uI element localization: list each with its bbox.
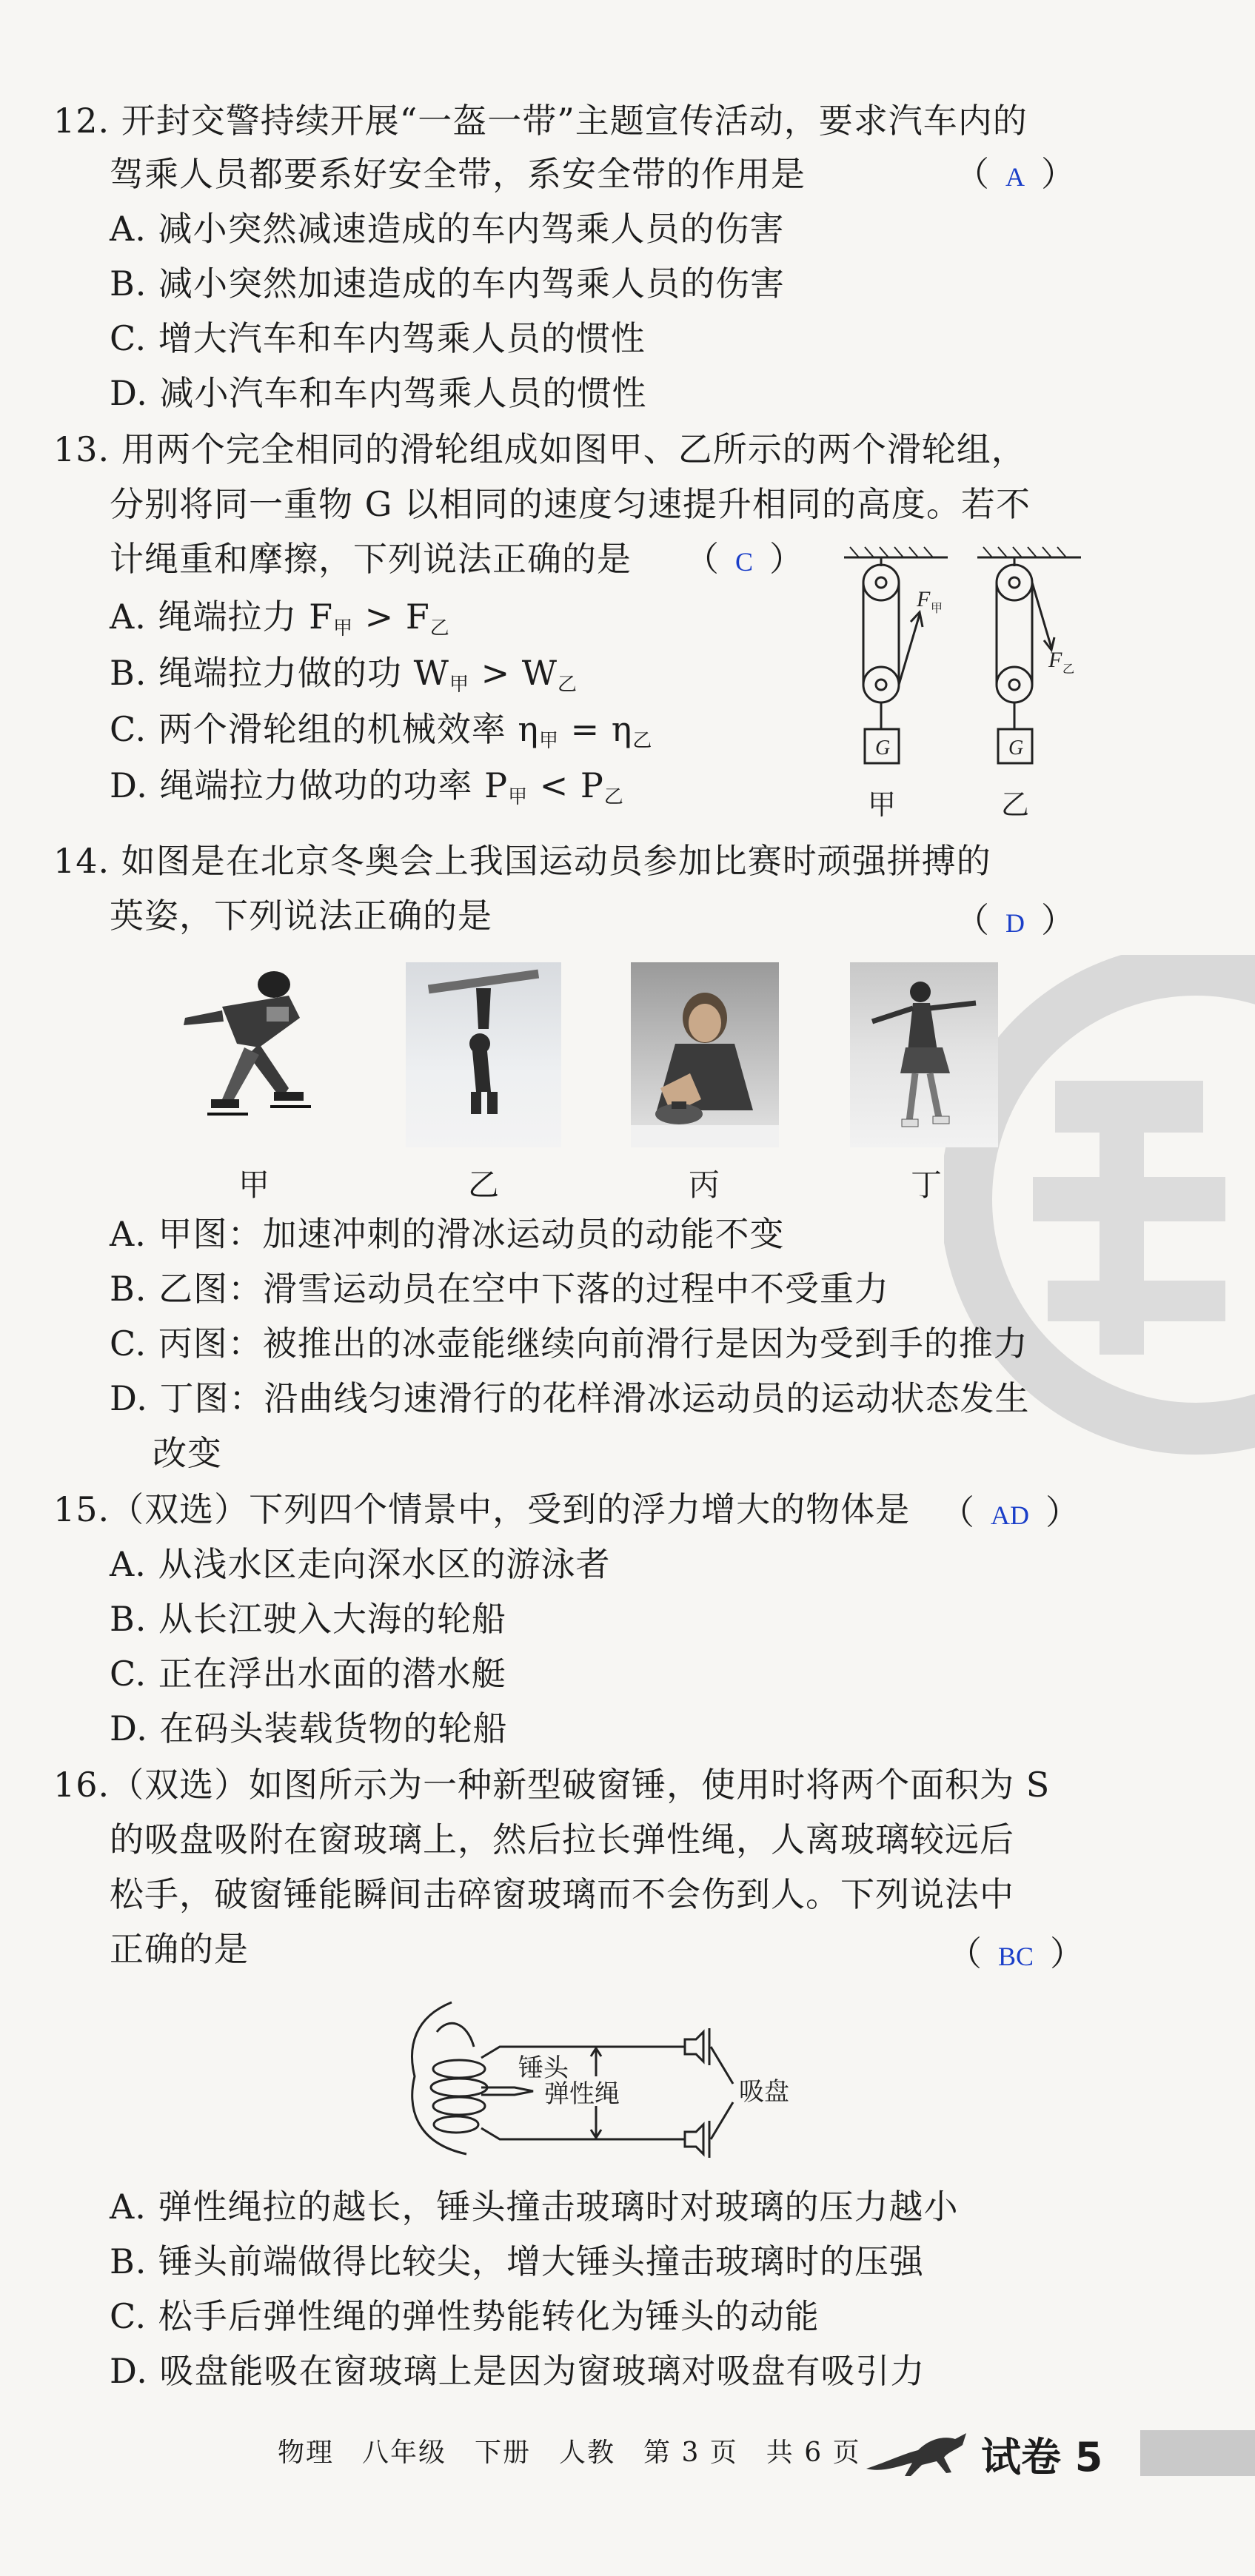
q16-line3: 松手，破窗锤能瞬间击碎窗玻璃而不会伤到人。下列说法中	[110, 1874, 1014, 1914]
q14-answer: D	[1005, 908, 1025, 938]
force-left-sub: 甲	[931, 603, 943, 615]
photo-speed-skater	[178, 962, 333, 1147]
label-suction-cup: 吸盘	[739, 2077, 789, 2107]
q14-line2: 英姿，下列说法正确的是	[110, 896, 492, 936]
pulley-label-right: 乙	[1001, 788, 1030, 821]
q12-line2: 驾乘人员都要系好安全带，系安全带的作用是	[110, 154, 806, 194]
q14-option-a: A. 甲图：加速冲刺的滑冰运动员的动能不变	[110, 1214, 785, 1254]
q16-line1: 16.（双选）如图所示为一种新型破窗锤，使用时将两个面积为 S	[53, 1765, 1051, 1805]
q16-answer-box: （ BC ）	[948, 1933, 1085, 1973]
footer-bar	[1140, 2430, 1255, 2476]
q13-line1: 13. 用两个完全相同的滑轮组成如图甲、乙所示的两个滑轮组，	[53, 429, 1026, 469]
q13-answer: C	[735, 547, 754, 577]
horse-logo-icon	[859, 2424, 977, 2483]
q13-option-a: A. 绳端拉力 $F_甲 > F_乙$	[110, 597, 450, 640]
q16-option-b: B. 锤头前端做得比较尖，增大锤头撞击玻璃时的压强	[110, 2241, 925, 2281]
q15-line1: 15.（双选）下列四个情景中，受到的浮力增大的物体是	[53, 1489, 911, 1529]
q16-line4: 正确的是	[110, 1929, 249, 1969]
footer-info: 物理 八年级 下册 人教 第 3 页 共 6 页	[278, 2438, 861, 2468]
q14-line1: 14. 如图是在北京冬奥会上我国运动员参加比赛时顽强拼搏的	[53, 841, 991, 881]
q16-option-d: D. 吸盘能吸在窗玻璃上是因为窗玻璃对吸盘有吸引力	[110, 2351, 926, 2391]
photo-caption-2: 乙	[468, 1167, 500, 1203]
q14-answer-box: （ D ）	[955, 900, 1075, 940]
q15-answer-box: （ AD ）	[940, 1492, 1080, 1532]
q15-answer: AD	[991, 1500, 1029, 1530]
weight-g-left: G	[875, 737, 891, 759]
pulley-diagram	[829, 544, 1111, 833]
q14-option-d-cont: 改变	[153, 1433, 222, 1473]
q12-answer: A	[1005, 162, 1025, 192]
q13-option-c: C. 两个滑轮组的机械效率 $\eta_甲 = \eta_乙$	[110, 709, 653, 752]
q12-option-a: A. 减小突然减速造成的车内驾乘人员的伤害	[110, 209, 785, 249]
photo-aerial-skier	[406, 962, 561, 1147]
label-hammer-head: 锤头	[518, 2053, 569, 2083]
photo-caption-1: 甲	[238, 1167, 270, 1203]
q13-line2: 分别将同一重物 G 以相同的速度匀速提升相同的高度。若不	[110, 484, 1031, 524]
page-footer	[0, 2409, 1255, 2491]
q15-option-d: D. 在码头装载货物的轮船	[110, 1708, 508, 1748]
q12-line1: 12. 开封交警持续开展“一盔一带”主题宣传活动，要求汽车内的	[53, 101, 1028, 141]
photo-figure-skater	[850, 962, 998, 1147]
photo-curling	[631, 962, 779, 1147]
q16-line2: 的吸盘吸附在窗玻璃上，然后拉长弹性绳，人离玻璃较远后	[110, 1819, 1014, 1859]
q13-option-d: D. 绳端拉力做功的功率 $P_甲 < P_乙$	[110, 765, 624, 808]
q12-answer-box: （ A ）	[955, 154, 1075, 194]
q16-option-a: A. 弹性绳拉的越长，锤头撞击玻璃时对玻璃的压力越小	[110, 2187, 959, 2227]
q15-option-a: A. 从浅水区走向深水区的游泳者	[110, 1544, 611, 1584]
q16-option-c: C. 松手后弹性绳的弹性势能转化为锤头的动能	[110, 2296, 820, 2336]
window-breaker-diagram	[385, 1988, 800, 2173]
q16-answer: BC	[998, 1942, 1034, 1971]
label-elastic-cord: 弹性绳	[544, 2079, 620, 2109]
q14-option-b: B. 乙图：滑雪运动员在空中下落的过程中不受重力	[110, 1269, 890, 1309]
footer-title: 试卷 5	[981, 2434, 1103, 2481]
q15-option-b: B. 从长江驶入大海的轮船	[110, 1599, 507, 1639]
q12-option-c: C. 增大汽车和车内驾乘人员的惯性	[110, 318, 646, 358]
q14-option-c: C. 丙图：被推出的冰壶能继续向前滑行是因为受到手的推力	[110, 1324, 1028, 1364]
q15-option-c: C. 正在浮出水面的潜水艇	[110, 1654, 506, 1694]
weight-g-right: G	[1008, 737, 1024, 759]
photo-caption-4: 丁	[911, 1167, 943, 1203]
q13-line3: 计绳重和摩擦，下列说法正确的是	[110, 539, 632, 579]
q13-answer-box: （ C ）	[685, 539, 804, 579]
q13-option-b: B. 绳端拉力做的功 $W_甲 > W_乙$	[110, 653, 578, 696]
q14-option-d: D. 丁图：沿曲线匀速滑行的花样滑冰运动员的运动状态发生	[110, 1378, 1030, 1418]
pulley-label-left: 甲	[868, 788, 897, 821]
q12-option-d: D. 减小汽车和车内驾乘人员的惯性	[110, 373, 647, 413]
force-left-label: F	[917, 587, 931, 611]
force-right-sub: 乙	[1062, 663, 1075, 676]
force-right-label: F	[1048, 648, 1062, 672]
photo-caption-3: 丙	[689, 1167, 720, 1203]
q12-option-b: B. 减小突然加速造成的车内驾乘人员的伤害	[110, 264, 786, 303]
